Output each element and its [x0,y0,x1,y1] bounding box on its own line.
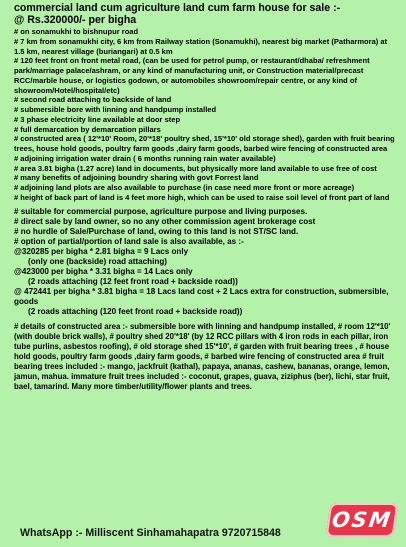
sale-options-list [14,207,398,318]
list-item: # option of partial/portion of land sale is also available, as :- [14,236,244,246]
list-item: @320285 per bigha * 2.81 bigha = 9 Lacs only [14,246,189,256]
osm-logo-text: OSM [330,508,394,532]
list-item: # adjoining land plots are also available to purchase (in case need more front or more acreage) [14,183,355,192]
list-item: # adjoining irrigation water drain ( 6 months running rain water available) [14,153,276,163]
list-item: (only one (backside) road attaching) [28,256,167,266]
list-item: # suitable for commercial purpose, agriculture purpose and living purposes. [14,206,308,216]
list-item: # 120 feet front on front metal road, (can be used for petrol pump, or restaurant/dhaba/ refreshment park/marriage palace/ashram, or any kind of manufacturing unit, or Construction material/precast RCC/marble house, or logistics godown, or automobiles showroom/repair centre, or any kind of showroom/Hotel/hospital/etc) [14,56,370,95]
listing-price: @ Rs.320000/- per bigha [14,14,137,26]
list-item: # height of back part of land is 4 feet more high, which can be used to raise soil level of front part of land [14,192,390,202]
list-item: # second road attaching to backside of land [14,95,172,105]
list-item: # many benefits of adjoining boundry sharing with govt Forrest land [14,173,259,183]
list-item: (2 roads attaching (12 feet front road + backside road)) [28,277,238,287]
list-item: # on sonamukhi to bishnupur road [14,27,139,36]
listing-title: commercial land cum agriculture land cum farm house for sale :- [14,2,341,14]
list-item: # details of constructed area :- submersible bore with linning and handpump installed, # room 12'*10' (with double brick walls), # poultry shed 20'*18' (by 12 RCC pillars with 4 iron rods in each pillar, iron tube purlins, asbestos roofing), # old storage shed 15'*10', # garden with fruit bearing trees , # house hold goods, poultry farm goods ,dairy farm goods, # barbed wire fencing of constructed area # fruit bearing trees included :- mango, jackfruit (kathal), papaya, ananas, cashew, bananas, orange, lemon, jamun, mahua. immature fruit trees included :- coconut, grapes, guava, ziziphus (ber), lichi, star fruit, bael, tamarind. Many more timber/utility/flower plants and trees. [14,321,391,391]
list-item: (2 roads attaching (120 feet front road + backside road)) [28,307,243,317]
whatsapp-contact: WhatsApp :- Milliscent Sinhamahapatra 9720715848 [20,527,281,539]
list-item: # constructed area ( 12'*10' Room, 20'*18' poultry shed, 15'*10' old storage shed), garden with fruit bearing trees, house hold goods, poultry farm goods ,dairy farm goods, barbed wire fencing of constructed area [14,134,395,153]
features-list [14,27,398,203]
list-item: # area 3.81 bigha (1.27 acre) land in documents, but physically more land available to use free of cost [14,163,377,173]
list-item: # 7 km from sonamukhi city, 6 km from Railway station (Sonamukhi), nearest big market (Patharmora) at 1.5 km, nearest village (buriangari) at 0.5 km [14,36,388,56]
list-item: # direct sale by land owner, so no any other commission agent brokerage cost [14,216,316,226]
list-item: # submersible bore with linning and handpump installed [14,105,217,114]
construction-details [14,322,398,392]
list-item: @ 472441 per bigha * 3.81 bigha = 18 Lacs land cost + 2 Lacs extra for construction, submersible, goods [14,287,389,307]
list-item: # full demarcation by demarcation pillars [14,124,161,134]
osm-logo [326,503,399,537]
list-item: @423000 per bigha * 3.31 bigha = 14 Lacs only [14,267,193,277]
list-item: # 3 phase electricity line available at door step [14,114,181,124]
list-item: # no hurdle of Sale/Purchase of land, owing to this land is not ST/SC land. [14,226,299,236]
